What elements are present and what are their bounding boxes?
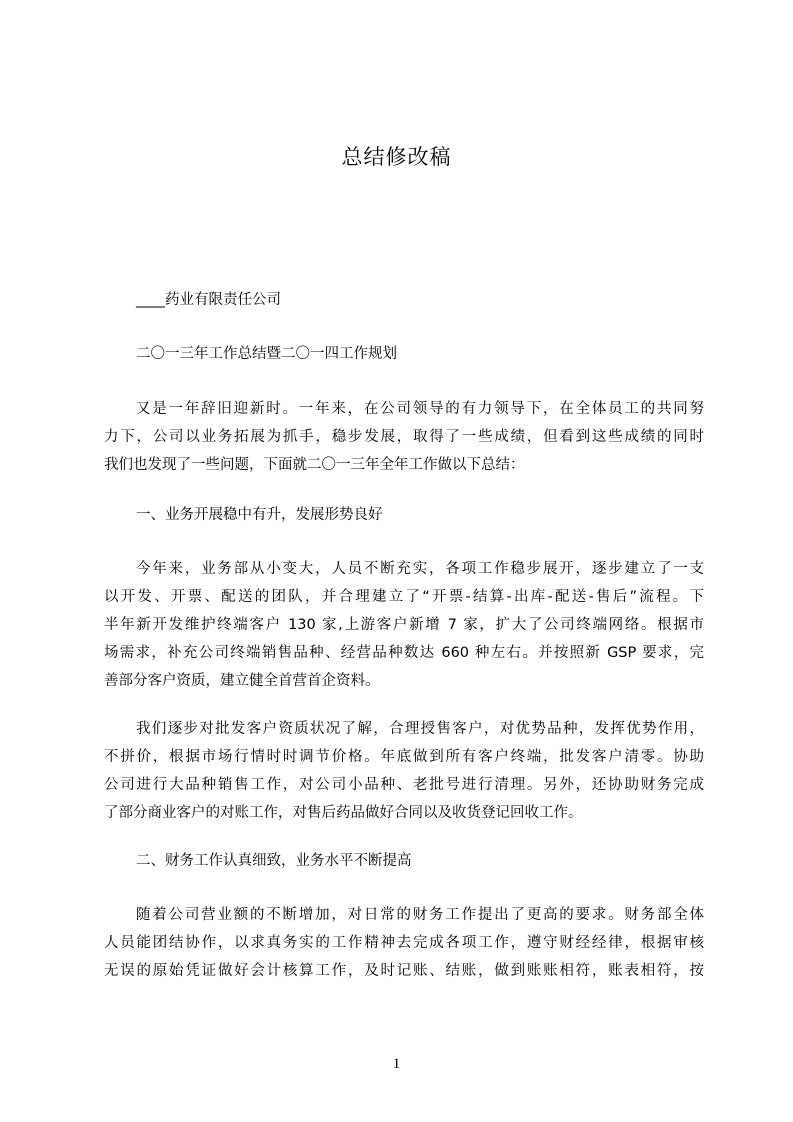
paragraph-line: 场需求，补充公司终端销售品种、经营品种数达 660 种左右。并按照新 GSP 要求，完	[104, 645, 704, 661]
business-paragraph-1	[104, 559, 704, 699]
paragraph-line: 公司进行大品种销售工作，对公司小品种、老批号进行清理。另外，还协助财务完成	[104, 777, 704, 793]
page-number: 1	[392, 1056, 401, 1072]
paragraph-line: 我们也发现了一些问题，下面就二〇一三年全年工作做以下总结：	[104, 457, 525, 473]
paragraph-line: 随着公司营业额的不断增加，对日常的财务工作提出了更高的要求。财务部全体	[136, 907, 704, 923]
paragraph-line: 今年来，业务部从小变大，人员不断充实，各项工作稳步展开，逐步建立了一支	[136, 561, 704, 577]
paragraph-line: 无误的原始凭证做好会计核算工作，及时记账、结账，做到账账相符，账表相符，按	[104, 963, 704, 979]
paragraph-line: 了部分商业客户的对账工作，对售后药品做好合同以及收货登记回收工作。	[104, 805, 583, 821]
paragraph-line: 善部分客户资质，建立健全首营首企资料。	[104, 673, 380, 689]
document-subtitle: 二〇一三年工作总结暨二〇一四工作规划	[136, 346, 397, 362]
paragraph-line: 半年新开发维护终端客户 130 家,上游客户新增 7 家，扩大了公司终端网络。根据市	[104, 617, 704, 633]
paragraph-line: 不拼价，根据市场行情时时调节价格。年底做到所有客户终端，批发客户清零。协助	[104, 749, 704, 765]
paragraph-line: 我们逐步对批发客户资质状况了解，合理授售客户，对优势品种，发挥优势作用，	[136, 721, 704, 737]
section-heading-business: 一、业务开展稳中有升，发展形势良好	[136, 507, 383, 523]
paragraph-line: 人员能团结协作，以求真务实的工作精神去完成各项工作，遵守财经经律，根据审核	[104, 935, 704, 951]
document-title: 总结修改稿	[341, 145, 452, 169]
paragraph-line: 又是一年辞旧迎新时。一年来，在公司领导的有力领导下，在全体员工的共同努	[136, 401, 704, 417]
business-paragraph-2	[104, 719, 704, 831]
finance-paragraph-1	[104, 905, 704, 989]
section-heading-finance: 二、财务工作认真细致，业务水平不断提高	[136, 853, 412, 869]
paragraph-line: 以开发、开票、配送的团队，并合理建立了“开票-结算-出库-配送-售后”流程。下	[104, 589, 704, 605]
intro-paragraph	[104, 399, 704, 483]
company-name: ____药业有限责任公司	[136, 292, 281, 308]
paragraph-line: 力下，公司以业务拓展为抓手，稳步发展，取得了一些成绩，但看到这些成绩的同时	[104, 429, 704, 445]
